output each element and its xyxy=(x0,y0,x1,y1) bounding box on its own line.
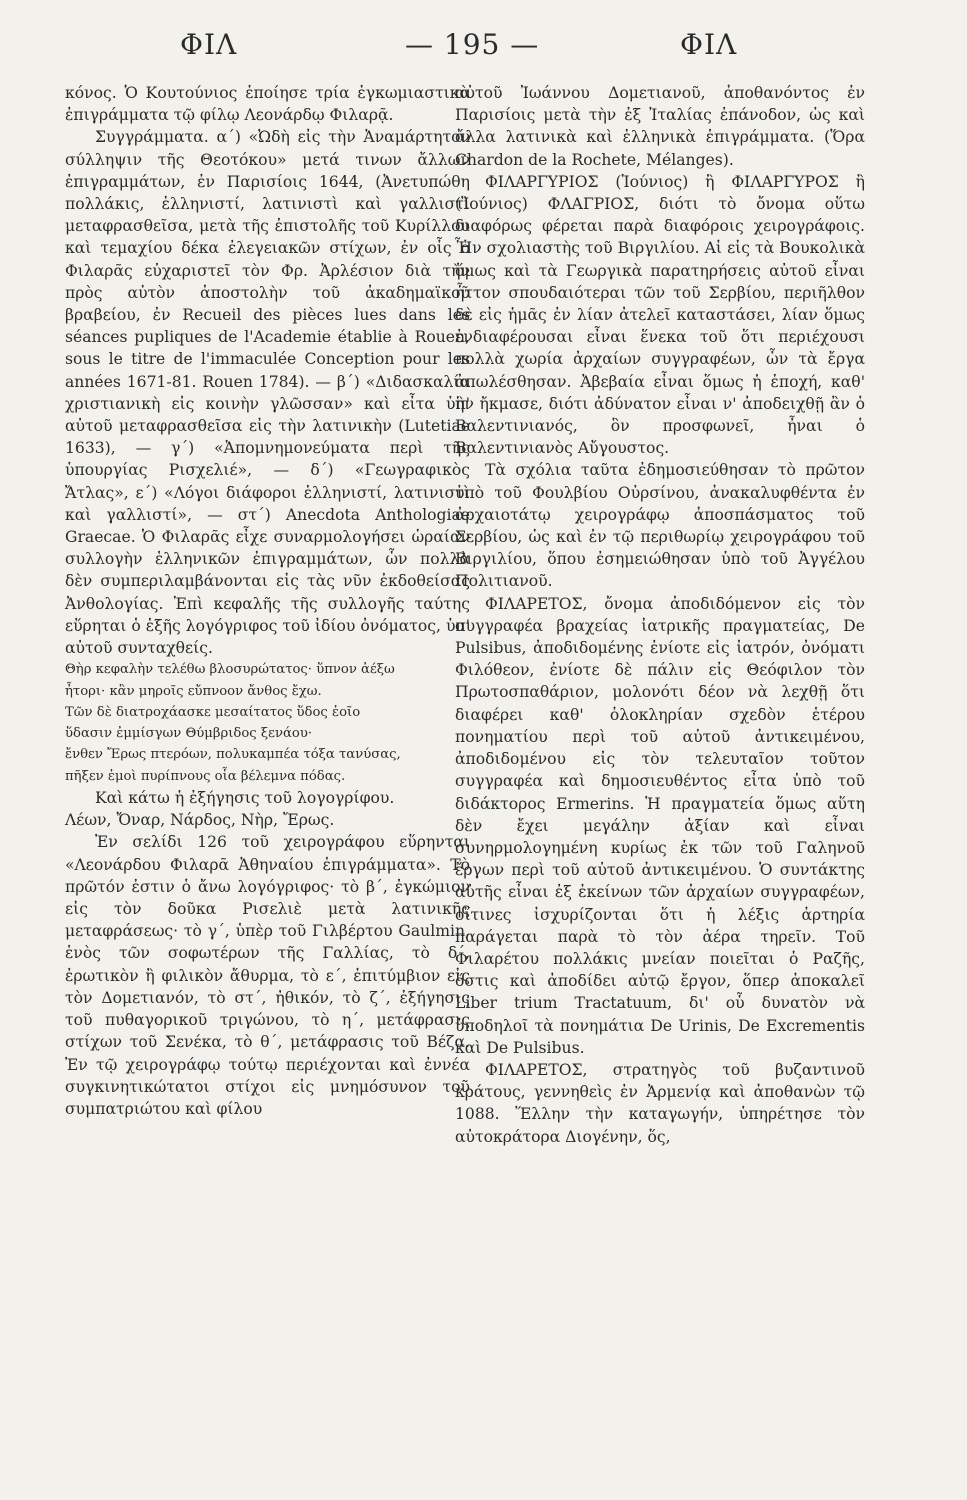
left-column xyxy=(65,82,470,1120)
header-right-entry: ΦΙΛ xyxy=(680,28,738,61)
verse-line: ἦτορι· κἂν μηροῖς εὔπνοον ἄνθος ἔχω. xyxy=(65,683,322,699)
riddle-verse xyxy=(65,659,470,787)
running-header xyxy=(0,28,967,84)
verse-line: ἔνθεν Ἔρως πτερόων, πολυκαμπέα τόξα τανύσας, xyxy=(65,747,401,763)
paragraph: κόνος. Ὁ Κουτούνιος ἐποίησε τρία ἐγκωμιαστικὰ ἐπιγράμματα τῷ φίλῳ Λεονάρδῳ Φιλαρᾷ. xyxy=(65,84,470,125)
paragraph: Τὰ σχόλια ταῦτα ἐδημοσιεύθησαν τὸ πρῶτον ὑπὸ τοῦ Φουλβίου Οὐρσίνου, ἀνακαλυφθέντα ἐν ἀρχαιοτάτῳ χειρογράφῳ ἀποσπάσματος τοῦ Σερβίου, ὡς καὶ ἐν τῷ περιθωρίῳ χειρογράφου τοῦ Βιργιλίου, ὅπου ἐσημειώθησαν ὑπὸ τοῦ Ἀγγέλου Πολιτιανοῦ. xyxy=(455,461,865,591)
paragraph: Ἐν σελίδι 126 τοῦ χειρογράφου εὕρηνται «Λεονάρδου Φιλαρᾶ Ἀθηναίου ἐπιγράμματα». Τὸ πρῶτόν ἐστιν ὁ ἄνω λογόγριφος· τὸ β΄, ἐγκώμιον εἰς τὸν δοῦκα Ρισελιὲ μετὰ λατινικῆς μεταφράσεως· τὸ γ΄, ὑπὲρ τοῦ Γιλβέρτου Gaulmin, ἑνὸς τῶν σοφωτέρων τῆς Γαλλίας, τὸ δ΄, ἐρωτικὸν ἢ φιλικὸν ἄθυρμα, τὸ ε΄, ἐπιτύμβιον εἰς τὸν Δομετιανόν, τὸ στ΄, ἠθικόν, τὸ ζ΄, ἐξήγησις τοῦ πυθαγορικοῦ τριγώνου, τὸ η΄, μετάφρασις στίχων τοῦ Σενέκα, τὸ θ΄, μετάφρασις τοῦ Βέζα. Ἐν τῷ χειρογράφῳ τούτῳ περιέχονται καὶ ἐννέα συγκινητικώτατοι στίχοι εἰς μνημόσυνον τοῦ συμπατριώτου καὶ φίλου xyxy=(65,833,470,1118)
paragraph: Καὶ κάτω ἡ ἐξήγησις τοῦ λογογρίφου. xyxy=(95,789,395,808)
entry-philaretos-physician: ΦΙΛΑΡΕΤΟΣ, ὄνομα ἀποδιδόμενον εἰς τὸν συγγραφέα βραχείας ἰατρικῆς πραγματείας, De Pulsibus, ἀποδιδομένης ἐνίοτε εἰς ἰατρόν, ὀνόματι Φιλόθεον, ἐνίοτε δὲ πάλιν εἰς Θεόφιλον τὸν Πρωτοσπαθάριον, μολονότι δέον νὰ λεχθῇ ὅτι διαφέρει καθ' ὁλοκληρίαν σχεδὸν ἑτέρου πονηματίου περὶ τοῦ αὐτοῦ ἀντικειμένου, ἀποδιδομένου εἰς τὸν τελευταῖον τοῦτον συγγραφέα καὶ δημοσιευθέντος εἶτα ὑπὸ τοῦ διδάκτορος Ermerins. Ἡ πραγματεία ὅμως αὕτη δὲν ἔχει μεγάλην ἀξίαν καὶ εἶναι συνηρμολογημένη κυρίως ἐκ τῶν τοῦ Γαληνοῦ ἔργων περὶ τοῦ αὐτοῦ ἀντικειμένου. Ὁ συντάκτης αὐτῆς εἶναι ἐξ ἐκείνων τῶν ἀρχαίων συγγραφέων, οἵτινες ἰσχυρίζονται ὅτι ἡ λέξις ἀρτηρία παράγεται παρὰ τὸ τὸν ἀέρα τηρεῖν. Τοῦ Φιλαρέτου πολλάκις μνείαν ποιεῖται ὁ Ραζῆς, ὅστις καὶ ἀποδίδει αὐτῷ ἔργον, ὅπερ ἀποκαλεῖ Liber trium Tractatuum, δι' οὗ δυνατὸν νὰ ὑποδηλοῖ τὰ πονημάτια De Urinis, De Excrementis καὶ De Pulsibus. xyxy=(455,594,865,1057)
entry-philargyrius: ΦΙΛΑΡΓΥΡΙΟΣ (Ἰούνιος) ἢ ΦΙΛΑΡΓΥΡΟΣ ἢ (Ἰούνιος) ΦΛΑΓΡΙΟΣ, διότι τὸ ὄνομα οὕτω διαφόρως φέρεται παρὰ διαφόροις χειρογράφοις. Ἦν σχολιαστὴς τοῦ Βιργιλίου. Αἱ εἰς τὰ Βουκολικὰ ὅμως καὶ τὰ Γεωργικὰ παρατηρήσεις αὐτοῦ εἶναι ἧττον σπουδαιότεραι τῶν τοῦ Σερβίου, περιῆλθον δὲ εἰς ἡμᾶς ἐν λίαν ἀτελεῖ καταστάσει, λίαν ὅμως ἐνδιαφέρουσαι εἶναι ἕνεκα τοῦ ὅτι περιέχουσι πολλὰ χωρία ἀρχαίων συγγραφέων, ὧν τὰ ἔργα ἀπωλέσθησαν. Ἀβεβαία εἶναι ὅμως ἡ ἐποχή, καθ' ἣν ἤκμασε, διότι ἀδύνατον εἶναι ν' ἀποδειχθῇ ἂν ὁ Βαλεντινιανός, ὃν προσφωνεῖ, ἦναι ὁ Βαλεντινιανὸς Αὔγουστος. xyxy=(455,172,865,458)
entry-philaretos-general: ΦΙΛΑΡΕΤΟΣ, στρατηγὸς τοῦ βυζαντινοῦ κράτους, γεννηθεὶς ἐν Ἀρμενίᾳ καὶ ἀποθανὼν τῷ 1088. Ἕλλην τὴν καταγωγήν, ὑπηρέτησε τὸν αὐτοκράτορα Διογένην, ὅς, xyxy=(455,1060,865,1146)
right-column xyxy=(455,82,865,1148)
verse-line: πῆξεν ἐμοὶ πυρίπνους οἷα βέλεμνα πόδας. xyxy=(65,768,346,784)
paragraph: Λέων, Ὄναρ, Νάρδος, Νὴρ, Ἔρως. xyxy=(65,811,335,830)
page-number: — 195 — xyxy=(405,28,540,61)
verse-line: Τῶν δὲ διατροχάασκε μεσαίτατος ὕδος ἐοῖο xyxy=(65,704,361,720)
paragraph: αὐτοῦ Ἰωάννου Δομετιανοῦ, ἀποθανόντος ἐν Παρισίοις μετὰ τὴν ἐξ Ἰταλίας ἐπάνοδον, ὡς καὶ ἄλλα λατινικὰ καὶ ἑλληνικὰ ἐπιγράμματα. (Ὅρα Chardon de la Rochete, Mélanges). xyxy=(455,84,865,169)
header-left-entry: ΦΙΛ xyxy=(180,28,238,61)
verse-line: Θὴρ κεφαλὴν τελέθω βλοσυρώτατος· ὕπνον ἀέξω xyxy=(65,662,395,678)
verse-line: ὕδασιν ἐμμίσγων Θύμβριδος ξενάου· xyxy=(65,726,313,742)
paragraph: Συγγράμματα. α΄) «Ὠδὴ εἰς τὴν Ἀναμάρτητον σύλληψιν τῆς Θεοτόκου» μετά τινων ἄλλων ἐπιγραμμάτων, ἐν Παρισίοις 1644, (Ἀνετυπώθη πολλάκις, ἑλληνιστί, λατινιστὶ καὶ γαλλιστὶ μεταφρασθεῖσα, μετὰ τῆς ἐπιστολῆς τοῦ Κυρίλλου καὶ τεμαχίου δέκα ἐλεγειακῶν στίχων, ἐν οἷς ὁ Φιλαρᾶς εὐχαριστεῖ τὸν Φρ. Ἀρλέσιον διὰ τὴν πρὸς αὐτὸν ἀποστολὴν τοῦ ἀκαδημαϊκοῦ βραβείου, ἐν Recueil des pièces lues dans les séances pupliques de l'Academie établie à Rouen, sous le titre de l'immaculée Conception pour les années 1671-81. Rouen 1784). — β΄) «Διδασκαλία χριστιανικὴ εἰς κοινὴν γλῶσσαν» καὶ εἶτα ὑπ' αὐτοῦ μεταφρασθεῖσα εἰς τὴν λατινικὴν (Lutetiae 1633), — γ΄) «Ἀπομνημονεύματα περὶ τῆς ὑπουργίας Ρισχελιέ», — δ΄) «Γεωγραφικὸς Ἄτλας», ε΄) «Λόγοι διάφοροι ἑλληνιστί, λατινιστὶ καὶ γαλλιστί», — στ΄) Anecdota Anthologiae Graecae. Ὁ Φιλαρᾶς εἶχε συναρμολογήσει ὡραίαν συλλογὴν ἑλληνικῶν ἐπιγραμμάτων, ὧν πολλὰ δὲν συμπεριλαμβάνονται εἰς τὰς νῦν ἐκδοθείσας Ἀνθολογίας. Ἐπὶ κεφαλῆς τῆς συλλογῆς ταύτης εὕρηται ὁ ἑξῆς λογόγριφος τοῦ ἰδίου ὀνόματος, ὑπ' αὐτοῦ συνταχθείς. xyxy=(65,128,470,658)
